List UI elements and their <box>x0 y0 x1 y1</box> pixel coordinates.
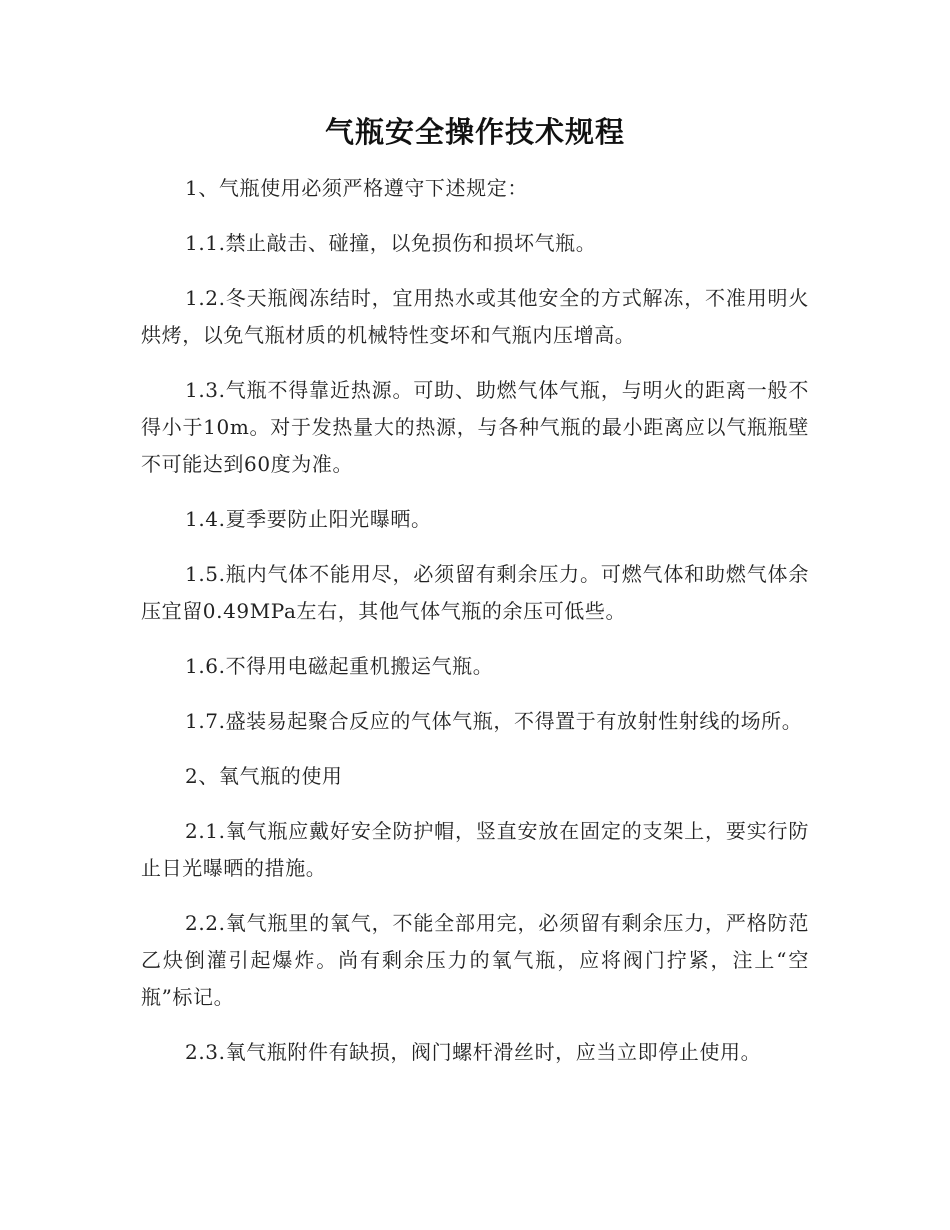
clause-1-6: 1.6.不得用电磁起重机搬运气瓶。 <box>185 654 494 678</box>
clause-2-2: 2.2.氧气瓶里的氧气，不能全部用完，必须留有剩余压力，严格防范乙炔倒灌引起爆炸。尚有剩余压力的氧气瓶，应将阀门拧紧，注上“空瓶”标记。 <box>141 911 809 1009</box>
clause-1-1: 1.1.禁止敲击、碰撞，以免损伤和损坏气瓶。 <box>185 231 597 255</box>
clause-1-5: 1.5.瓶内气体不能用尽，必须留有剩余压力。可燃气体和助燃气体余压宜留0.49MPa左右，其他气体气瓶的余压可低些。 <box>141 562 809 623</box>
clause-1-4: 1.4.夏季要防止阳光曝晒。 <box>185 507 432 531</box>
document-body <box>141 170 809 1089</box>
clause-2-3: 2.3.氧气瓶附件有缺损，阀门螺杆滑丝时，应当立即停止使用。 <box>185 1040 762 1064</box>
clause-1-3: 1.3.气瓶不得靠近热源。可助、助燃气体气瓶，与明火的距离一般不得小于10m。对于发热量大的热源，与各种气瓶的最小距离应以气瓶瓶壁不可能达到60度为准。 <box>141 378 809 476</box>
section-1-heading: 1、气瓶使用必须严格遵守下述规定： <box>185 176 528 200</box>
clause-1-2: 1.2.冬天瓶阀冻结时，宜用热水或其他安全的方式解冻，不准用明火烘烤，以免气瓶材质的机械特性变坏和气瓶内压增高。 <box>141 286 809 347</box>
section-2-heading: 2、氧气瓶的使用 <box>185 764 343 788</box>
clause-1-7: 1.7.盛装易起聚合反应的气体气瓶，不得置于有放射性射线的场所。 <box>185 709 803 733</box>
document-title: 气瓶安全操作技术规程 <box>324 115 625 149</box>
clause-2-1: 2.1.氧气瓶应戴好安全防护帽，竖直安放在固定的支架上，要实行防止日光曝晒的措施。 <box>141 819 809 880</box>
